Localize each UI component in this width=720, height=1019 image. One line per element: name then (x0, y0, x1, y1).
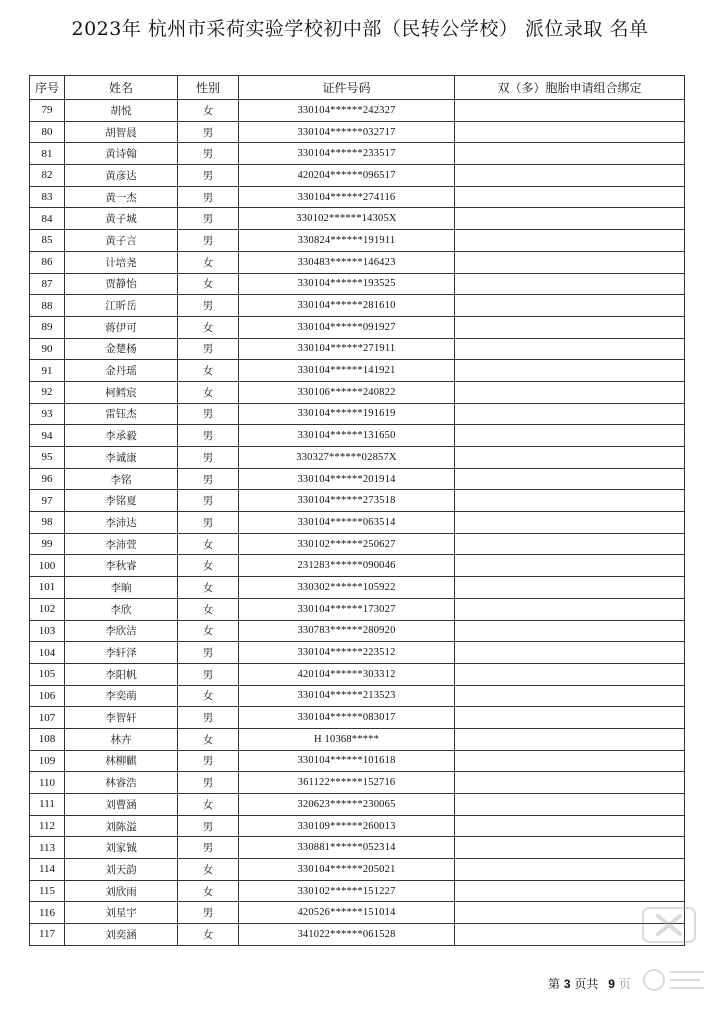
cell-id: 330104******242327 (239, 100, 455, 122)
cell-binding (455, 750, 685, 772)
table-row (30, 533, 685, 555)
cell-seq: 100 (30, 555, 65, 577)
cell-gender: 男 (178, 230, 239, 252)
cell-binding (455, 425, 685, 447)
cell-gender: 男 (178, 208, 239, 230)
table-row (30, 555, 685, 577)
cell-gender: 女 (178, 880, 239, 902)
table-row (30, 642, 685, 664)
cell-binding (455, 512, 685, 534)
cell-id: 420526******151014 (239, 902, 455, 924)
footer-suffix: 页 (618, 977, 631, 991)
cell-seq: 110 (30, 772, 65, 794)
table-body (30, 100, 685, 946)
cell-id: 330104******233517 (239, 143, 455, 165)
cell-id: 330102******151227 (239, 880, 455, 902)
cell-seq: 82 (30, 165, 65, 187)
cell-seq: 85 (30, 230, 65, 252)
cell-binding (455, 642, 685, 664)
table-row (30, 598, 685, 620)
cell-binding (455, 707, 685, 729)
cell-seq: 109 (30, 750, 65, 772)
table-row (30, 663, 685, 685)
cell-gender: 女 (178, 533, 239, 555)
cell-gender: 男 (178, 902, 239, 924)
cell-name: 胡悦 (65, 100, 178, 122)
cell-gender: 女 (178, 100, 239, 122)
watermark-logo-icon (640, 960, 710, 1000)
cell-seq: 97 (30, 490, 65, 512)
cell-seq: 105 (30, 663, 65, 685)
cell-binding (455, 577, 685, 599)
cell-seq: 104 (30, 642, 65, 664)
cell-name: 刘天韵 (65, 859, 178, 881)
cell-seq: 91 (30, 360, 65, 382)
table-row (30, 750, 685, 772)
cell-id: 330104******091927 (239, 316, 455, 338)
cell-binding (455, 468, 685, 490)
col-header-gender: 性别 (178, 76, 239, 100)
cell-id: 330327******02857X (239, 447, 455, 469)
cell-seq: 107 (30, 707, 65, 729)
col-header-name: 姓名 (65, 76, 178, 100)
cell-id: 330104******193525 (239, 273, 455, 295)
cell-gender: 男 (178, 468, 239, 490)
table-row (30, 577, 685, 599)
cell-binding (455, 728, 685, 750)
table-row (30, 815, 685, 837)
cell-binding (455, 295, 685, 317)
cell-id: 330104******273518 (239, 490, 455, 512)
cell-binding (455, 165, 685, 187)
cell-gender: 女 (178, 251, 239, 273)
cell-id: 361122******152716 (239, 772, 455, 794)
cell-binding (455, 447, 685, 469)
cell-seq: 89 (30, 316, 65, 338)
cell-gender: 女 (178, 555, 239, 577)
cell-seq: 80 (30, 121, 65, 143)
cell-binding (455, 186, 685, 208)
cell-id: 330104******205021 (239, 859, 455, 881)
cell-id: 341022******061528 (239, 924, 455, 946)
cell-name: 李沛萱 (65, 533, 178, 555)
cell-binding (455, 533, 685, 555)
cell-gender: 女 (178, 859, 239, 881)
cell-name: 柯鳕宸 (65, 381, 178, 403)
cell-name: 李智轩 (65, 707, 178, 729)
cell-seq: 116 (30, 902, 65, 924)
cell-gender: 男 (178, 772, 239, 794)
cell-name: 金楚杨 (65, 338, 178, 360)
cell-name: 黄诗翰 (65, 143, 178, 165)
table-row (30, 273, 685, 295)
cell-seq: 94 (30, 425, 65, 447)
cell-id: 330783******280920 (239, 620, 455, 642)
cell-gender: 男 (178, 338, 239, 360)
table-row (30, 620, 685, 642)
cell-gender: 女 (178, 381, 239, 403)
cell-binding (455, 251, 685, 273)
cell-gender: 男 (178, 512, 239, 534)
cell-name: 蒋伊可 (65, 316, 178, 338)
footer-page-number: 3 (563, 977, 571, 991)
cell-gender: 男 (178, 837, 239, 859)
cell-id: 330881******052314 (239, 837, 455, 859)
cell-name: 李铭 (65, 468, 178, 490)
table-row (30, 295, 685, 317)
cell-name: 黄子言 (65, 230, 178, 252)
cell-name: 林柳麒 (65, 750, 178, 772)
table-row (30, 186, 685, 208)
cell-id: 330824******191911 (239, 230, 455, 252)
cell-id: 330104******083017 (239, 707, 455, 729)
cell-id: 330104******101618 (239, 750, 455, 772)
cell-id: 330483******146423 (239, 251, 455, 273)
cell-binding (455, 772, 685, 794)
cell-binding (455, 121, 685, 143)
cell-binding (455, 837, 685, 859)
cell-gender: 女 (178, 685, 239, 707)
cell-name: 雷钰杰 (65, 403, 178, 425)
table-row (30, 859, 685, 881)
page-footer (548, 975, 631, 992)
table-row (30, 165, 685, 187)
table-row (30, 837, 685, 859)
cell-name: 黄彦达 (65, 165, 178, 187)
cell-gender: 女 (178, 620, 239, 642)
cell-seq: 93 (30, 403, 65, 425)
cell-id: 330106******240822 (239, 381, 455, 403)
cell-binding (455, 100, 685, 122)
cell-gender: 男 (178, 295, 239, 317)
cell-gender: 男 (178, 750, 239, 772)
cell-binding (455, 208, 685, 230)
col-header-seq: 序号 (30, 76, 65, 100)
table-row (30, 685, 685, 707)
table-row (30, 794, 685, 816)
table-row (30, 490, 685, 512)
cell-id: 320623******230065 (239, 794, 455, 816)
cell-name: 刘欣雨 (65, 880, 178, 902)
cell-binding (455, 620, 685, 642)
cell-binding (455, 663, 685, 685)
cell-seq: 108 (30, 728, 65, 750)
cell-seq: 88 (30, 295, 65, 317)
cell-gender: 男 (178, 490, 239, 512)
cell-id: 231283******090046 (239, 555, 455, 577)
cell-id: 330104******274116 (239, 186, 455, 208)
cell-seq: 98 (30, 512, 65, 534)
table-row (30, 316, 685, 338)
table-row (30, 143, 685, 165)
cell-binding (455, 143, 685, 165)
table-row (30, 772, 685, 794)
table-row (30, 100, 685, 122)
cell-gender: 男 (178, 447, 239, 469)
cell-id: H 10368***** (239, 728, 455, 750)
cell-name: 李诚康 (65, 447, 178, 469)
admission-table (29, 75, 685, 946)
cell-binding (455, 230, 685, 252)
cell-gender: 女 (178, 728, 239, 750)
table-row (30, 360, 685, 382)
cell-id: 330104******141921 (239, 360, 455, 382)
cell-gender: 男 (178, 707, 239, 729)
cell-seq: 111 (30, 794, 65, 816)
cell-name: 李奕萌 (65, 685, 178, 707)
cell-name: 计培尧 (65, 251, 178, 273)
cell-gender: 男 (178, 165, 239, 187)
cell-name: 黄子城 (65, 208, 178, 230)
cell-seq: 103 (30, 620, 65, 642)
cell-id: 420104******303312 (239, 663, 455, 685)
cell-name: 胡智晨 (65, 121, 178, 143)
cell-name: 黄一杰 (65, 186, 178, 208)
table-header-row (30, 76, 685, 100)
cell-binding (455, 555, 685, 577)
cell-seq: 90 (30, 338, 65, 360)
table-row (30, 447, 685, 469)
cell-id: 330104******201914 (239, 468, 455, 490)
cell-seq: 113 (30, 837, 65, 859)
cell-gender: 女 (178, 273, 239, 295)
table-row (30, 121, 685, 143)
cell-id: 330302******105922 (239, 577, 455, 599)
table-row (30, 880, 685, 902)
table-row (30, 251, 685, 273)
table-row (30, 425, 685, 447)
cell-name: 刘陈溢 (65, 815, 178, 837)
cell-gender: 女 (178, 794, 239, 816)
cell-id: 330104******271911 (239, 338, 455, 360)
cell-name: 李晌 (65, 577, 178, 599)
cell-id: 330104******173027 (239, 598, 455, 620)
cell-gender: 男 (178, 425, 239, 447)
col-header-id: 证件号码 (239, 76, 455, 100)
cell-seq: 106 (30, 685, 65, 707)
cell-seq: 84 (30, 208, 65, 230)
cell-seq: 86 (30, 251, 65, 273)
cell-name: 李欣 (65, 598, 178, 620)
cell-id: 330104******281610 (239, 295, 455, 317)
cell-gender: 男 (178, 663, 239, 685)
cell-seq: 95 (30, 447, 65, 469)
footer-mid: 页共 (574, 977, 599, 991)
cell-name: 江昕岳 (65, 295, 178, 317)
cell-seq: 87 (30, 273, 65, 295)
cell-id: 330104******063514 (239, 512, 455, 534)
col-header-binding: 双（多）胞胎申请组合绑定 (455, 76, 685, 100)
footer-total-pages: 9 (608, 977, 615, 991)
cell-name: 李阳帆 (65, 663, 178, 685)
cell-seq: 114 (30, 859, 65, 881)
cell-seq: 101 (30, 577, 65, 599)
table-row (30, 512, 685, 534)
cell-name: 刘星宇 (65, 902, 178, 924)
table-row (30, 468, 685, 490)
cell-gender: 男 (178, 403, 239, 425)
cell-seq: 117 (30, 924, 65, 946)
cell-seq: 96 (30, 468, 65, 490)
cell-seq: 115 (30, 880, 65, 902)
cell-binding (455, 815, 685, 837)
cell-id: 420204******096517 (239, 165, 455, 187)
cell-id: 330102******14305X (239, 208, 455, 230)
cell-seq: 83 (30, 186, 65, 208)
cell-id: 330109******260013 (239, 815, 455, 837)
cell-name: 刘家铖 (65, 837, 178, 859)
cell-gender: 男 (178, 642, 239, 664)
cell-id: 330104******223512 (239, 642, 455, 664)
cell-binding (455, 403, 685, 425)
cell-name: 贾静怡 (65, 273, 178, 295)
table-row (30, 381, 685, 403)
cell-gender: 女 (178, 316, 239, 338)
cell-gender: 男 (178, 121, 239, 143)
cell-seq: 79 (30, 100, 65, 122)
cell-name: 李秋睿 (65, 555, 178, 577)
cell-id: 330104******032717 (239, 121, 455, 143)
footer-prefix: 第 (548, 977, 561, 991)
cell-binding (455, 794, 685, 816)
page-title: 2023年 杭州市采荷实验学校初中部（民转公学校） 派位录取 名单 (71, 18, 649, 40)
table-row (30, 924, 685, 946)
table-row (30, 338, 685, 360)
cell-name: 刘曹涵 (65, 794, 178, 816)
cell-id: 330102******250627 (239, 533, 455, 555)
cell-binding (455, 338, 685, 360)
table-row (30, 728, 685, 750)
cell-name: 李承毅 (65, 425, 178, 447)
cell-seq: 102 (30, 598, 65, 620)
cell-seq: 92 (30, 381, 65, 403)
cell-name: 李轩泽 (65, 642, 178, 664)
cell-id: 330104******191619 (239, 403, 455, 425)
cell-binding (455, 273, 685, 295)
cell-binding (455, 490, 685, 512)
cell-gender: 男 (178, 815, 239, 837)
cell-name: 李沛达 (65, 512, 178, 534)
cell-gender: 女 (178, 924, 239, 946)
cell-name: 刘奕涵 (65, 924, 178, 946)
cell-gender: 男 (178, 186, 239, 208)
cell-id: 330104******131650 (239, 425, 455, 447)
cell-binding (455, 360, 685, 382)
cell-name: 李铭夏 (65, 490, 178, 512)
cell-seq: 99 (30, 533, 65, 555)
cell-binding (455, 381, 685, 403)
cell-seq: 112 (30, 815, 65, 837)
table-row (30, 208, 685, 230)
cell-gender: 女 (178, 360, 239, 382)
cell-binding (455, 685, 685, 707)
cell-id: 330104******213523 (239, 685, 455, 707)
table-row (30, 902, 685, 924)
cell-binding (455, 859, 685, 881)
table-row (30, 707, 685, 729)
cell-name: 林卉 (65, 728, 178, 750)
table-row (30, 230, 685, 252)
cell-gender: 男 (178, 143, 239, 165)
cell-name: 林睿浩 (65, 772, 178, 794)
cell-seq: 81 (30, 143, 65, 165)
table-row (30, 403, 685, 425)
cell-gender: 女 (178, 598, 239, 620)
cell-name: 李欣洁 (65, 620, 178, 642)
cell-gender: 女 (178, 577, 239, 599)
cell-binding (455, 598, 685, 620)
cell-binding (455, 316, 685, 338)
cell-binding (455, 880, 685, 902)
cell-name: 金丹瑶 (65, 360, 178, 382)
watermark-x-icon (640, 905, 698, 945)
